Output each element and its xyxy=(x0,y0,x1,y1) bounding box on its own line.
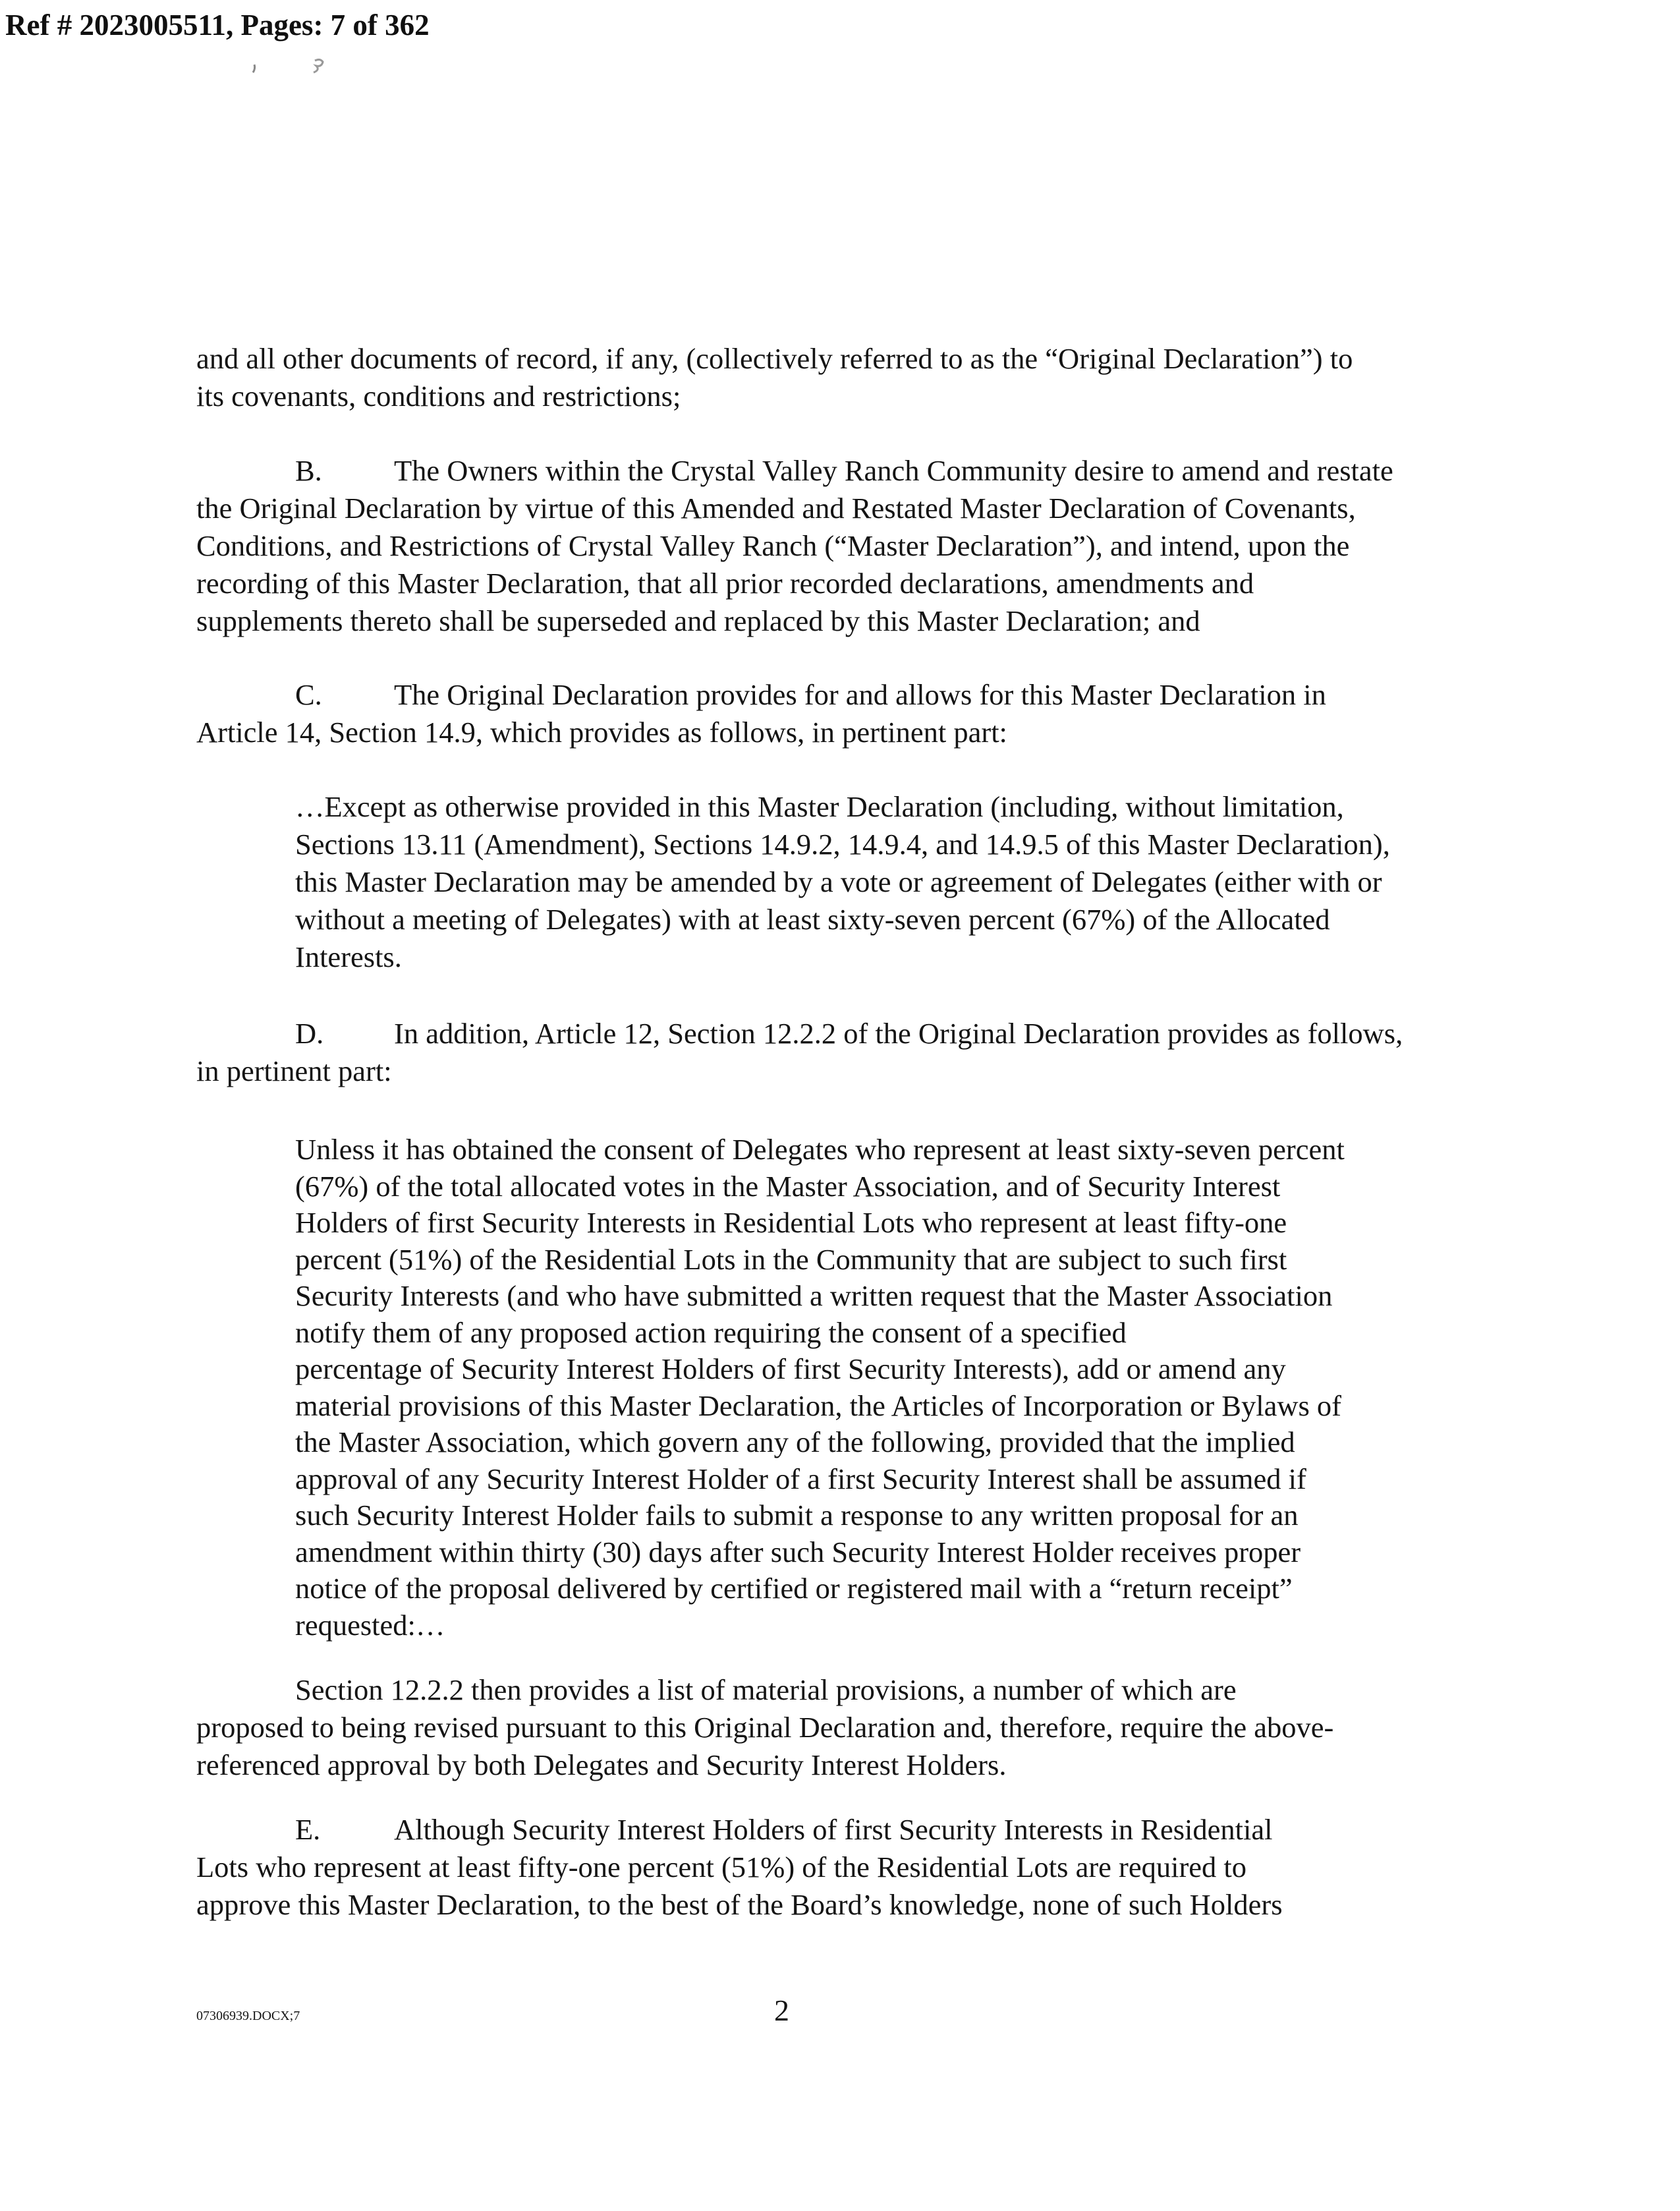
scan-artifact-marks xyxy=(249,51,348,78)
text-line: Article 14, Section 14.9, which provides as follows, in pertinent part: xyxy=(196,716,1007,749)
intro-paragraph xyxy=(196,340,1534,415)
text-line: its covenants, conditions and restrictions; xyxy=(196,380,681,413)
text-line: …Except as otherwise provided in this Master Declaration (including, without limitation, xyxy=(295,790,1344,823)
text-line: (67%) of the total allocated votes in the Master Association, and of Security Interest xyxy=(295,1169,1281,1203)
text-line: Unless it has obtained the consent of Delegates who represent at least sixty-seven percent xyxy=(295,1133,1345,1166)
text-line: in pertinent part: xyxy=(196,1054,392,1087)
paragraph-d xyxy=(196,1015,1534,1090)
text-line: supplements thereto shall be superseded and replaced by this Master Declaration; and xyxy=(196,604,1200,637)
text-line xyxy=(196,1811,1534,1849)
page-number: 2 xyxy=(774,1994,789,2027)
block-quote-consent xyxy=(295,1132,1534,1644)
paragraph-b xyxy=(196,452,1534,640)
text-line: Conditions, and Restrictions of Crystal Valley Ranch (“Master Declaration”), and intend, upon the xyxy=(196,529,1350,562)
text-line: Interests. xyxy=(295,940,402,973)
paragraph-label: D. xyxy=(295,1017,324,1050)
paragraph-e xyxy=(196,1811,1534,1924)
text-line: Holders of first Security Interests in Residential Lots who represent at least fifty-one xyxy=(295,1206,1287,1239)
text-line: without a meeting of Delegates) with at least sixty-seven percent (67%) of the Allocated xyxy=(295,903,1330,936)
text-line: material provisions of this Master Declaration, the Articles of Incorporation or Bylaws of xyxy=(295,1389,1341,1422)
text-line: notice of the proposal delivered by certified or registered mail with a “return receipt” xyxy=(295,1572,1293,1605)
text-line: and all other documents of record, if any, (collectively referred to as the “Original Declaration”) to xyxy=(196,342,1353,375)
text-line: Lots who represent at least fifty-one percent (51%) of the Residential Lots are required to xyxy=(196,1851,1247,1883)
text-line: requested:… xyxy=(295,1608,445,1642)
text-line-content: In addition, Article 12, Section 12.2.2 of the Original Declaration provides as follows, xyxy=(394,1017,1403,1050)
text-line-content: Although Security Interest Holders of first Security Interests in Residential xyxy=(394,1813,1273,1846)
text-line: recording of this Master Declaration, that all prior recorded declarations, amendments and xyxy=(196,567,1254,600)
text-line xyxy=(196,452,1534,490)
text-line: Security Interests (and who have submitted a written request that the Master Association xyxy=(295,1279,1333,1312)
paragraph-label: B. xyxy=(295,454,322,487)
text-line: percentage of Security Interest Holders of first Security Interests), add or amend any xyxy=(295,1352,1286,1385)
text-line: notify them of any proposed action requiring the consent of a specified xyxy=(295,1315,1127,1349)
text-line xyxy=(196,676,1534,714)
text-line: such Security Interest Holder fails to submit a response to any written proposal for an xyxy=(295,1499,1299,1532)
text-line: this Master Declaration may be amended by a vote or agreement of Delegates (either with or xyxy=(295,865,1382,898)
text-line: approval of any Security Interest Holder of a first Security Interest shall be assumed if xyxy=(295,1462,1306,1495)
text-line: proposed to being revised pursuant to this Original Declaration and, therefore, require the above- xyxy=(196,1711,1334,1744)
document-code-footer: 07306939.DOCX;7 xyxy=(196,2009,300,2023)
paragraph-c xyxy=(196,676,1534,751)
text-line-content: The Original Declaration provides for and allows for this Master Declaration in xyxy=(394,678,1326,711)
text-line xyxy=(196,1015,1534,1052)
text-line: the Master Association, which govern any of the following, provided that the implied xyxy=(295,1425,1295,1458)
block-quote-amendment xyxy=(295,788,1534,976)
paragraph-label: E. xyxy=(295,1813,321,1846)
text-line: referenced approval by both Delegates and Security Interest Holders. xyxy=(196,1748,1007,1781)
text-line-content: The Owners within the Crystal Valley Ranch Community desire to amend and restate xyxy=(394,454,1393,487)
text-line: approve this Master Declaration, to the best of the Board’s knowledge, none of such Holders xyxy=(196,1888,1283,1921)
text-line: Sections 13.11 (Amendment), Sections 14.9.2, 14.9.4, and 14.9.5 of this Master Declaration), xyxy=(295,828,1390,861)
document-reference-header: Ref # 2023005511, Pages: 7 of 362 xyxy=(5,9,430,42)
section-note-paragraph xyxy=(196,1671,1534,1784)
text-line: percent (51%) of the Residential Lots in the Community that are subject to such first xyxy=(295,1242,1287,1276)
text-line: amendment within thirty (30) days after such Security Interest Holder receives proper xyxy=(295,1535,1301,1568)
text-line-content: Section 12.2.2 then provides a list of material provisions, a number of which are xyxy=(295,1673,1237,1706)
paragraph-label: C. xyxy=(295,678,322,711)
text-line: the Original Declaration by virtue of this Amended and Restated Master Declaration of Covenants, xyxy=(196,492,1356,525)
text-line xyxy=(196,1671,1534,1709)
